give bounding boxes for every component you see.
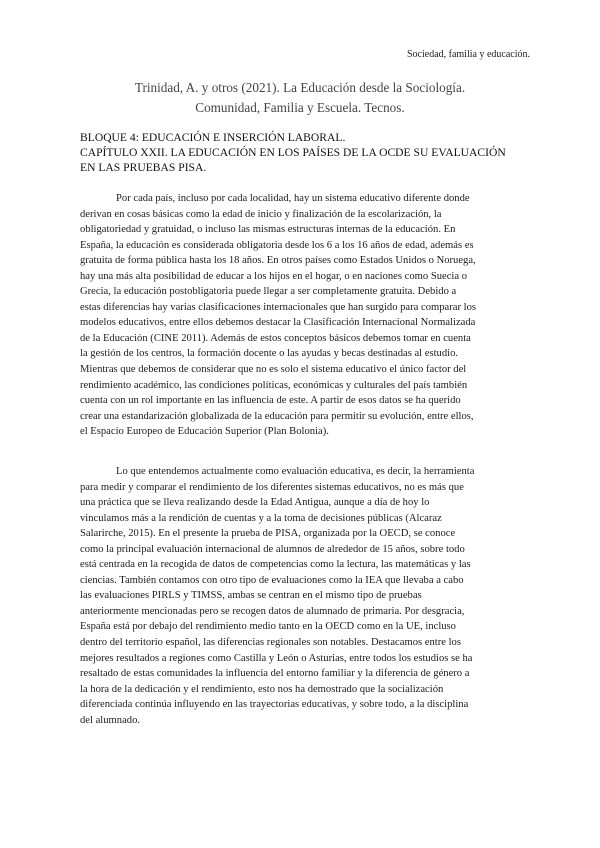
paragraph-line: hay una más alta posibilidad de educar a los hijos en el hogar, o en naciones como Suecia o: [80, 270, 468, 282]
paragraph-line: la hora de la dedicación y el rendimiento, esto nos ha demostrado que la socialización: [80, 683, 444, 695]
citation-line-1: Trinidad, A. y otros (2021). La Educación desde la Sociología.: [134, 80, 466, 95]
paragraph-line: dentro del territorio español, las diferencias regionales son notables. Destacamos entre los: [80, 637, 461, 649]
section-headings: [80, 130, 530, 175]
paragraph-line: resaltado de estas comunidades la influencia del entorno familiar y la diferencia de género a: [80, 668, 470, 680]
paragraph-line: vinculamos más a la rendición de cuentas y a la toma de decisiones públicas (Alcaraz: [80, 512, 442, 524]
paragraph-line: anteriormente mencionadas pero se recogen datos de alumnado de primaria. Por desgracia,: [80, 605, 465, 617]
paragraph-line: de la Educación (CINE 2011). Además de estos conceptos básicos debemos tomar en cuenta: [80, 332, 471, 344]
citation-line-2: Comunidad, Familia y Escuela. Tecnos.: [195, 100, 405, 115]
paragraph-line: está centrada en la recogida de datos de competencias como la lectura, las matemáticas y las: [80, 559, 471, 571]
paragraph-line: España, la educación es considerada obligatoria desde los 6 a los 16 años de edad, además es: [80, 239, 474, 251]
paragraph-line: obligatoriedad y gratuidad, o incluso las mismas estructuras internas de la educación. En: [80, 224, 456, 236]
paragraph-line: el Espacio Europeo de Educación Superior (Plan Bolonia).: [80, 426, 329, 438]
citation: [95, 78, 505, 118]
paragraph-line: Por cada país, incluso por cada localidad, hay un sistema educativo diferente donde: [116, 193, 470, 204]
paragraph-line: España está por debajo del rendimiento medio tanto en la OECD como en la UE, incluso: [80, 621, 456, 633]
running-header: Sociedad, familia y educación.: [406, 49, 530, 60]
paragraph-2: [80, 464, 520, 728]
paragraph-line: cuenta con un rol importante en las influencia de este. A partir de esos datos se ha querido: [80, 395, 461, 407]
paragraph-line: Lo que entendemos actualmente como evaluación educativa, es decir, la herramienta: [116, 466, 475, 477]
paragraph-line: como la principal evaluación internacional de alumnos de alrededor de 15 años, sobre todo: [80, 543, 465, 555]
paragraph-line: derivan en cosas básicas como la edad de inicio y finalización de la escolarización, la: [80, 208, 442, 220]
paragraph-line: gratuita de forma pública hasta los 18 años. En otros países como Estados Unidos o Noruega,: [80, 255, 476, 267]
paragraph-line: mejores resultados a regiones como Castilla y León o Asturias, entre todos los estudios se ha: [80, 652, 473, 664]
paragraph-line: del alumnado.: [80, 714, 141, 726]
paragraph-line: modelos educativos, entre ellos debemos destacar la Clasificación Internacional Normalizada: [80, 317, 476, 329]
paragraph-line: diferenciada continúa influyendo en las trayectorias educativas, y sobre todo, a la disciplina: [80, 699, 469, 711]
chapter-heading-line-2: EN LAS PRUEBAS PISA.: [80, 161, 207, 174]
paragraph-1: [80, 191, 520, 440]
block-heading: BLOQUE 4: EDUCACIÓN E INSERCIÓN LABORAL.: [80, 131, 346, 144]
paragraph-line: una práctica que se lleva realizando desde la Edad Antigua, aunque a día de hoy lo: [80, 497, 430, 509]
paragraph-line: para medir y comparar el rendimiento de los diferentes sistemas educativos, no es más que: [80, 481, 464, 493]
paragraph-line: Mientras que debemos de considerar que no es solo el sistema educativo el único factor del: [80, 364, 467, 376]
paragraph-line: ciencias. También contamos con otro tipo de evaluaciones como la IEA que llevaba a cabo: [80, 574, 464, 586]
paragraph-line: crear una estandarización globalizada de la educación para permitir su evolución, entre ellos,: [80, 410, 474, 422]
paragraph-line: la gestión de los centros, la formación docente o las ayudas y becas destinadas al estudio.: [80, 348, 459, 360]
paragraph-line: Grecia, la educación postobligatoria puede llegar a ser completamente gratuita. Debido a: [80, 286, 457, 298]
paragraph-line: las evaluaciones PIRLS y TIMSS, ambas se centran en el mismo tipo de pruebas: [80, 590, 422, 602]
paragraph-line: rendimiento académico, las condiciones políticas, económicas y culturales del país también: [80, 379, 468, 391]
paragraph-line: estas diferencias hay varias clasificaciones internacionales que han surgido para comparar los: [80, 301, 477, 313]
paragraph-line: Salarirche, 2015). En el presente la prueba de PISA, organizada por la OECD, se conoce: [80, 528, 456, 540]
chapter-heading-line-1: CAPÍTULO XXII. LA EDUCACIÓN EN LOS PAÍSES DE LA OCDE SU EVALUACIÓN: [80, 146, 506, 159]
